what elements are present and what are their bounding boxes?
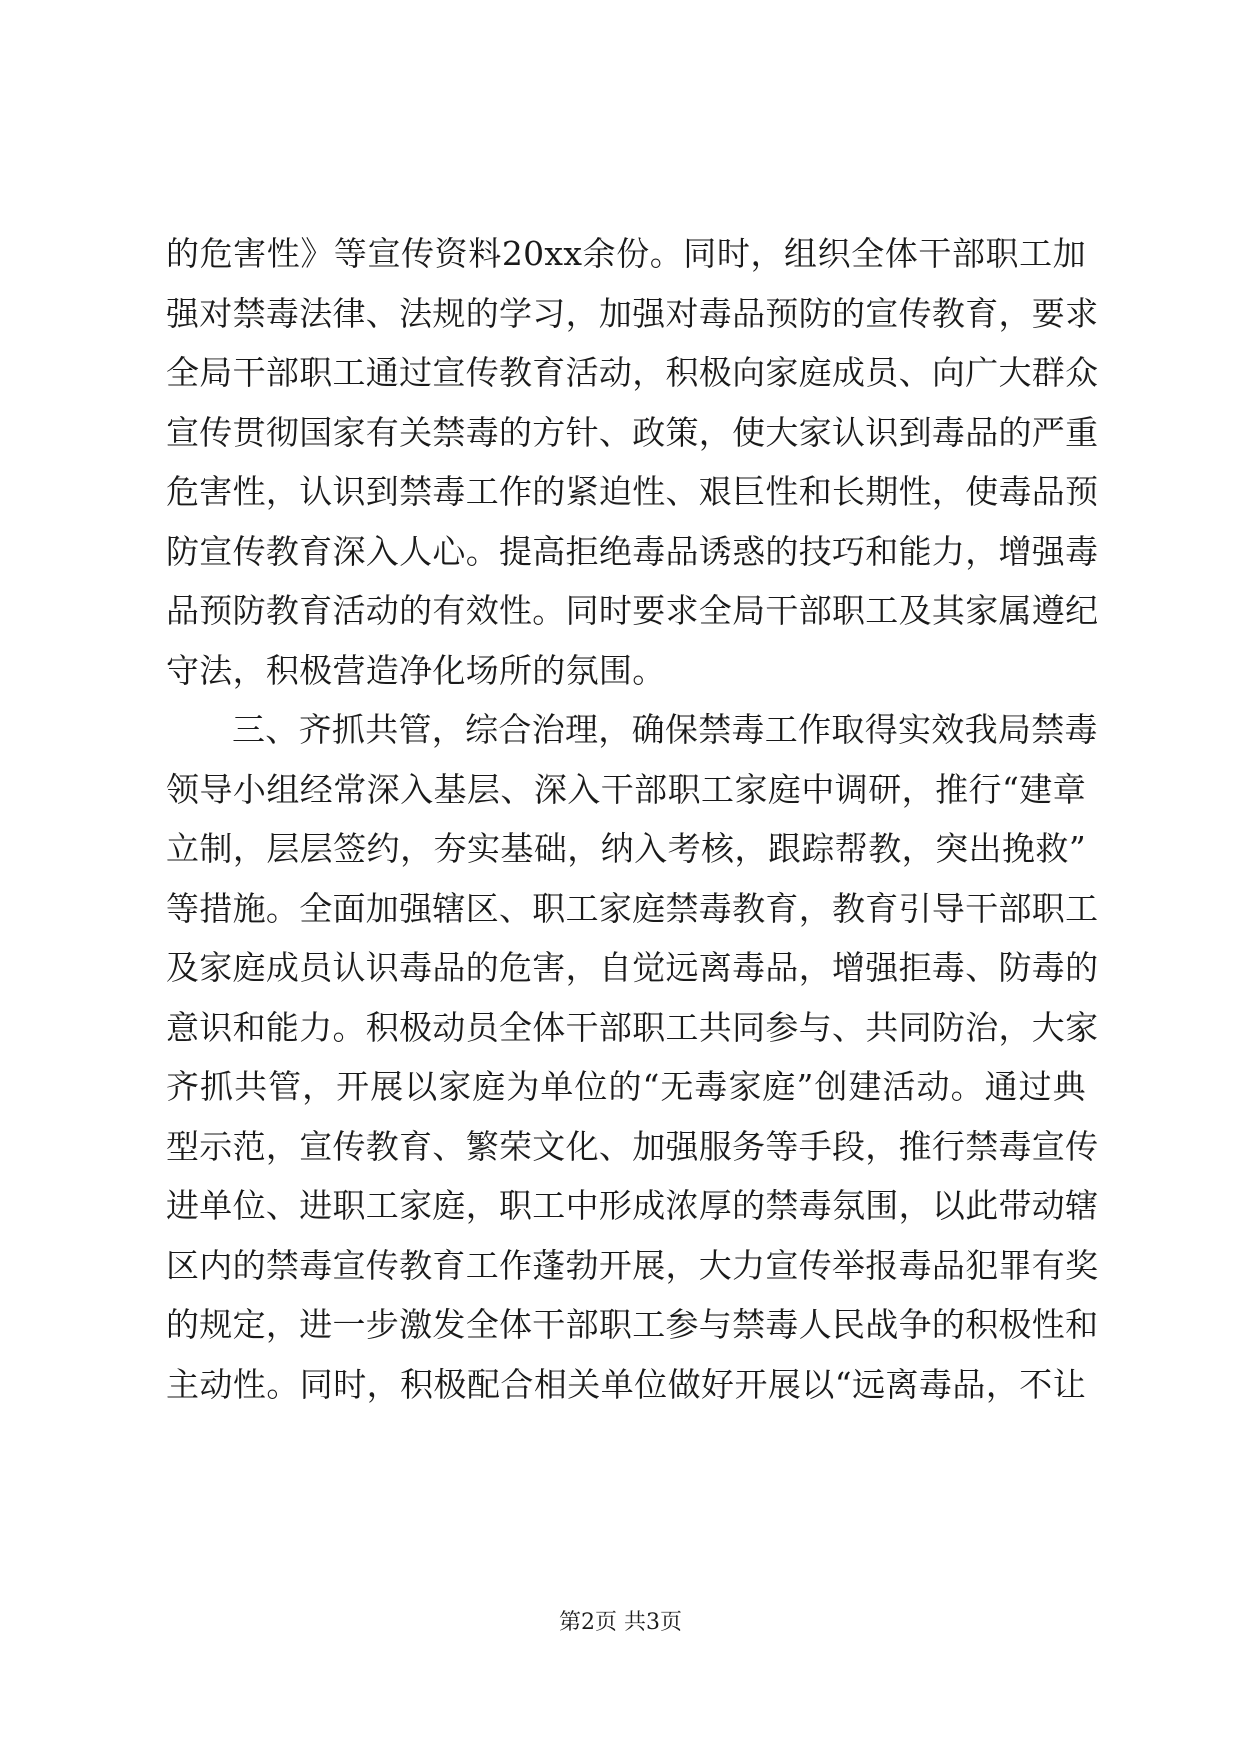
section-heading-line: 三、齐抓共管，综合治理，确保禁毒工作取得实效我局禁毒	[232, 710, 1098, 749]
text-line: 进单位、进职工家庭，职工中形成浓厚的禁毒氛围，以此带动辖	[166, 1186, 1099, 1225]
text-line: 的危害性》等宣传资料20xx余份。同时，组织全体干部职工加	[166, 234, 1086, 273]
text-line: 防宣传教育深入人心。提高拒绝毒品诱惑的技巧和能力，增强毒	[166, 531, 1099, 571]
text-line: 全局干部职工通过宣传教育活动，积极向家庭成员、向广大群众	[166, 353, 1099, 392]
text-line: 强对禁毒法律、法规的学习，加强对毒品预防的宣传教育，要求	[166, 293, 1099, 333]
page-number-footer: 第2页 共3页	[559, 1610, 682, 1635]
text-line: 意识和能力。积极动员全体干部职工共同参与、共同防治，大家	[166, 1007, 1099, 1047]
text-line: 区内的禁毒宣传教育工作蓬勃开展，大力宣传举报毒品犯罪有奖	[166, 1245, 1099, 1285]
text-line: 主动性。同时，积极配合相关单位做好开展以“远离毒品，不让	[166, 1364, 1086, 1404]
text-line: 立制，层层签约，夯实基础，纳入考核，跟踪帮教，突出挽救”	[166, 829, 1086, 868]
text-line: 及家庭成员认识毒品的危害，自觉远离毒品，增强拒毒、防毒的	[166, 948, 1099, 987]
text-line: 等措施。全面加强辖区、职工家庭禁毒教育，教育引导干部职工	[166, 888, 1099, 928]
text-line: 型示范，宣传教育、繁荣文化、加强服务等手段，推行禁毒宣传	[166, 1126, 1099, 1166]
text-line: 的规定，进一步激发全体干部职工参与禁毒人民战争的积极性和	[166, 1305, 1099, 1344]
text-line: 领导小组经常深入基层、深入干部职工家庭中调研，推行“建章	[166, 769, 1086, 809]
body-text	[166, 224, 1099, 1414]
text-line: 齐抓共管，开展以家庭为单位的“无毒家庭”创建活动。通过典	[166, 1067, 1086, 1106]
text-line: 危害性，认识到禁毒工作的紧迫性、艰巨性和长期性，使毒品预	[166, 472, 1099, 511]
text-line: 守法，积极营造净化场所的氛围。	[166, 650, 666, 690]
text-line: 宣传贯彻国家有关禁毒的方针、政策，使大家认识到毒品的严重	[166, 412, 1099, 452]
text-line: 品预防教育活动的有效性。同时要求全局干部职工及其家属遵纪	[166, 591, 1099, 630]
